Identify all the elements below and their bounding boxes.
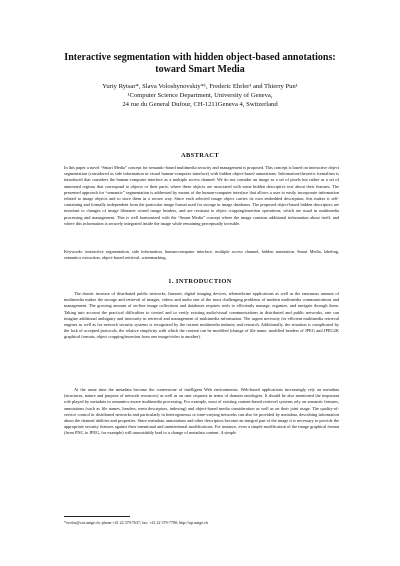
- abstract-heading: ABSTRACT: [180, 152, 219, 159]
- keywords-block: [64, 249, 339, 261]
- introduction-paragraph-2: At the same time the metadata become the cornerstone of intelligent Web environments. Web-based applications increasingly rely on metadata (structures, nature and purpose of network resources) as well as on user requests in terms of domain ontologies. It should be also mentioned the important role played by metadata in semantics-aware multimedia processing. For example, most of existing content-based retrieval systems rely on semantic features, annotations (such as file names, headers, meta descriptors, indexing) and object-based media consideration as well as on their joint usage. The quality-of-service control in distributed networks and particularly in heterogeneous or time-varying networks can also be provided by metadata, describing information about the channel abilities and properties. Since metadata, annotations and other descriptors become an integral part of the image it is necessary to provide the appropriate security features against their intentional and unintentional modifications. For instance, even a simple modification of the image graphical format (from PNG to JPEG, for example) will unavoidably lead to a change of metadata content. A simple: [64, 387, 340, 436]
- footnote-rule: [64, 516, 130, 517]
- affiliation-line-1: ¹Computer Science Department, University of Geneva,: [127, 92, 273, 99]
- introduction-paragraph-1: The drastic increase of distributed public networks, Internet, digital imaging devices, telemedicine applications as well as the enormous amount of multimedia makes the storage and retrieval of images, videos and audio one of the most challenging problems of modern multimedia communications and management. The growing amount of on-line image collections and databases requires tools to efficiently manage, organize, and navigate through them. Taking into account the practical difficulties to control and to verify existing audio/visual communications in distributed and public networks, one can imagine additional ambiguity and insecurity in retrieval and management of multimedia information. The urgent necessity for efficient multimedia retrieval engines as well as for network security systems is recognized by the current multimedia industry and research. Additionally, the situation is complicated by the lack of accepted protocols, the relative simplicity with which the content can be modified (change of file name, modified headers of JPEG and JPEG2K graphical formats, object cropping/insertion from one image/video to another).: [64, 291, 339, 340]
- keywords-text: interactive segmentation, side information, human-computer interface, multiple access channel, hidden annotation, Smart Media, labeling, semantics extraction, object-based retrieval, watermarking.: [64, 249, 340, 261]
- footnote-text: *svolos@cui.unige.ch; phone +41 22 379-7637; fax: +41 22 379-7780; http://sip.unige.ch: [64, 520, 208, 525]
- author-list: Yuriy Rytsar*, Slava Voloshynovskiy*¹, Frederic Ehrler¹ and Thierry Pun¹: [102, 83, 298, 90]
- abstract-text: In this paper a novel “Smart Media” concept for semantic-based multimedia security and management is proposed. This concept is based on interactive object segmentation (considered as side information in visual human-computer interface) with hidden object-based annotations. Information-theoretic formalism is introduced that considers the human-computer interface as a multiple access channel. We do not consider an image as a set of pixels but rather as a set of annotated regions that correspond to objects or their parts, where these objects are associated with some hidden descriptive text about their features. The presented approach for “semantic” segmentation is addressed by means of the human-computer interface that allows a user to easily incorporate information related to image objects and to store them in a secure way. Since each selected image object carries its own embedded description, this makes it self-containing and formally independent from the particular image format used for storage in image databases. The proposed object-based hidden descriptors are invariant to changes of image filename or/and image headers, and are resistant to object cropping/insertion operations, which are usual in multimedia processing and management. This is well harmonized with the “Smart Media” concept where the image contains additional information about itself, and where this information is securely integrated inside the image while remaining perceptually invisible.: [64, 165, 339, 226]
- keywords-label: Keywords:: [64, 249, 84, 254]
- author-block: [30, 82, 370, 109]
- introduction-heading: 1. INTRODUCTION: [168, 278, 232, 285]
- paper-title-line-2: toward Smart Media: [155, 64, 245, 75]
- affiliation-line-2: 24 rue du General Dufour, CH-1211Geneva 4, Switzerland: [122, 101, 278, 108]
- paper-title-line-1: Interactive segmentation with hidden object-based annotations:: [64, 52, 336, 63]
